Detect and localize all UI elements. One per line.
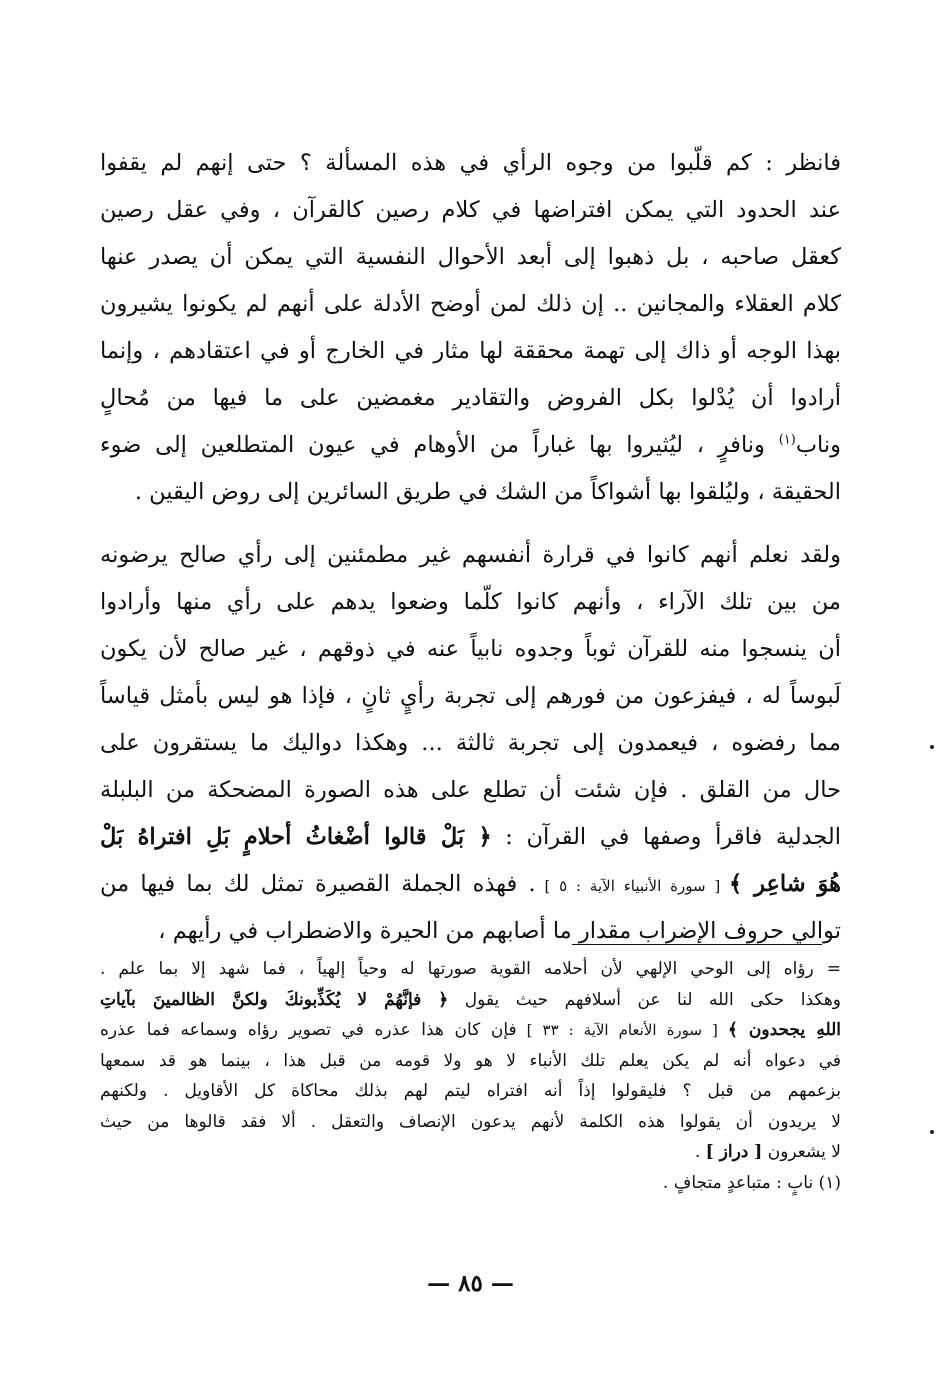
- text-segment: .: [694, 1142, 706, 1162]
- text-line: توالي حروف الإضراب مقدار ما أصابهم من الحيرة والاضطراب في رأيهم ،: [158, 918, 841, 944]
- footnote-separator: [572, 944, 822, 945]
- text-line: [100, 814, 841, 861]
- text-line: بهذا الوجه أو ذاك إلى تهمة محققة لها مثار في الخارج أو في اعتقادهم ، وإنما: [100, 338, 841, 364]
- text-segment: وناب: [795, 432, 841, 458]
- footnote-line: في دعواه أنه لم يكن يعلم تلك الأنباء لا هو ولا قومه من قبل هذا ، بينما هو قد سمعها: [100, 1050, 841, 1071]
- footnote-line: [100, 985, 841, 1016]
- text-line: حال من القلق . فإن شئت أن تطلع على هذه الصورة المضحكة من البلبلة: [100, 777, 841, 803]
- footnote-marker: (١): [778, 432, 796, 448]
- text-line: كلام العقلاء والمجانين .. إن ذلك لمن أوضح الأدلة على أنهم لم يكونوا يشيرون: [100, 291, 841, 317]
- scan-speck: [930, 1130, 934, 1134]
- quran-verse: ﴿ فإنَّهُمْ لا يُكَذِّبونكَ ولكنَّ الظالمينَ بآياتِ: [100, 989, 449, 1010]
- text-line: من بين تلك الآراء ، وأنهم كانوا كلّما وضعوا يدهم على رأي منها وأرادوا: [100, 589, 841, 615]
- body-text: [100, 140, 841, 955]
- text-segment: . فهذه الجملة القصيرة تمثل لك بما فيها من: [100, 871, 536, 897]
- quran-verse: ﴿ بَلْ قالوا أضْغاثُ أحلامٍ بَلِ افتراهُ بَلْ: [100, 824, 492, 850]
- text-line: أرادوا أن يُدْلوا بكل الفروض والتقادير مغمضين على ما فيها من مُحالٍ: [100, 385, 841, 411]
- text-line: فانظر : كم قلّبوا من وجوه الرأي في هذه المسألة ؟ حتى إنهم لم يقفوا: [100, 150, 841, 176]
- text-line: كعقل صاحبه ، بل ذهبوا إلى أبعد الأحوال النفسية التي يمكن أن يصدر عنها: [100, 244, 841, 270]
- footnote-line: بزعمهم من قبل ؟ فليقولوا إذاً أنه افتراه ليتم لهم بذلك محاكاة كل الأقاويل . ولكنهم: [100, 1081, 841, 1101]
- text-line: عند الحدود التي يمكن افتراضها في كلام رصين كالقرآن ، وفي عقل رصين: [100, 197, 841, 223]
- text-line: أن ينسجوا منه للقرآن ثوباً وجدوه نابياً عنه في ذوقهم ، غير صالح لأن يكون: [100, 636, 841, 662]
- text-segment: فإن كان هذا عذره في تصوير رؤاه وسماعه فما عذره: [100, 1020, 517, 1040]
- text-line: الحقيقة ، وليُلقوا بها أشواكاً من الشك في طريق السائرين إلى روض اليقين .: [134, 479, 841, 505]
- verse-reference: [ سورة الأنبياء الآية : ٥ ]: [535, 877, 730, 895]
- footnote-line: = رؤاه إلى الوحي الإلهي لأن أحلامه القوية صورتها له وحياً إلهياً ، فما شهد إلا بما علم .: [100, 959, 841, 979]
- text-line: ولقد نعلم أنهم كانوا في قرارة أنفسهم غير مطمئنين إلى رأي صالح يرضونه: [100, 542, 841, 568]
- text-segment: الجدلية فاقرأ وصفها في القرآن :: [491, 824, 841, 850]
- footnote-line: [100, 1015, 841, 1046]
- paragraph-gap: [100, 516, 841, 532]
- quran-verse: اللهِ يجحدون ﴾: [727, 1020, 841, 1040]
- page-number: — ٨٥ —: [427, 1270, 514, 1297]
- footnotes: [100, 954, 841, 1198]
- author-tag: [ دراز ]: [705, 1142, 763, 1162]
- text-segment: وهكذا حكى الله لنا عن أسلافهم حيث يقول: [448, 989, 841, 1010]
- text-segment: ونافرٍ ، ليُثيروا بها غباراً من الأوهام في عيون المتطلعين إلى ضوء: [100, 432, 779, 458]
- footnote-1: (١) نابٍ : متباعدٍ متجافٍ .: [662, 1172, 841, 1193]
- text-line: لَبوساً له ، فيفزعون من فورهم إلى تجربة رأيٍ ثانٍ ، فإذا هو ليس بأمثل قياساً: [100, 683, 841, 709]
- footnote-line: لا يريدون أن يقولوا هذه الكلمة لأنهم يدعون الإنصاف والتعقل . ألا فقد قالوها من حيث: [100, 1111, 841, 1132]
- text-line: [100, 861, 841, 908]
- scan-speck: [930, 745, 934, 749]
- text-segment: لا يشعرون: [762, 1142, 841, 1162]
- text-line: [100, 422, 841, 469]
- text-line: مما رفضوه ، فيعمدون إلى تجربة ثالثة ... وهكذا دواليك ما يستقرون على: [100, 730, 841, 756]
- footnote-line: [100, 1137, 841, 1168]
- quran-verse: هُوَ شاعِر ﴾: [729, 871, 841, 897]
- verse-reference: [ سورة الأنعام الآية : ٣٣ ]: [516, 1021, 728, 1039]
